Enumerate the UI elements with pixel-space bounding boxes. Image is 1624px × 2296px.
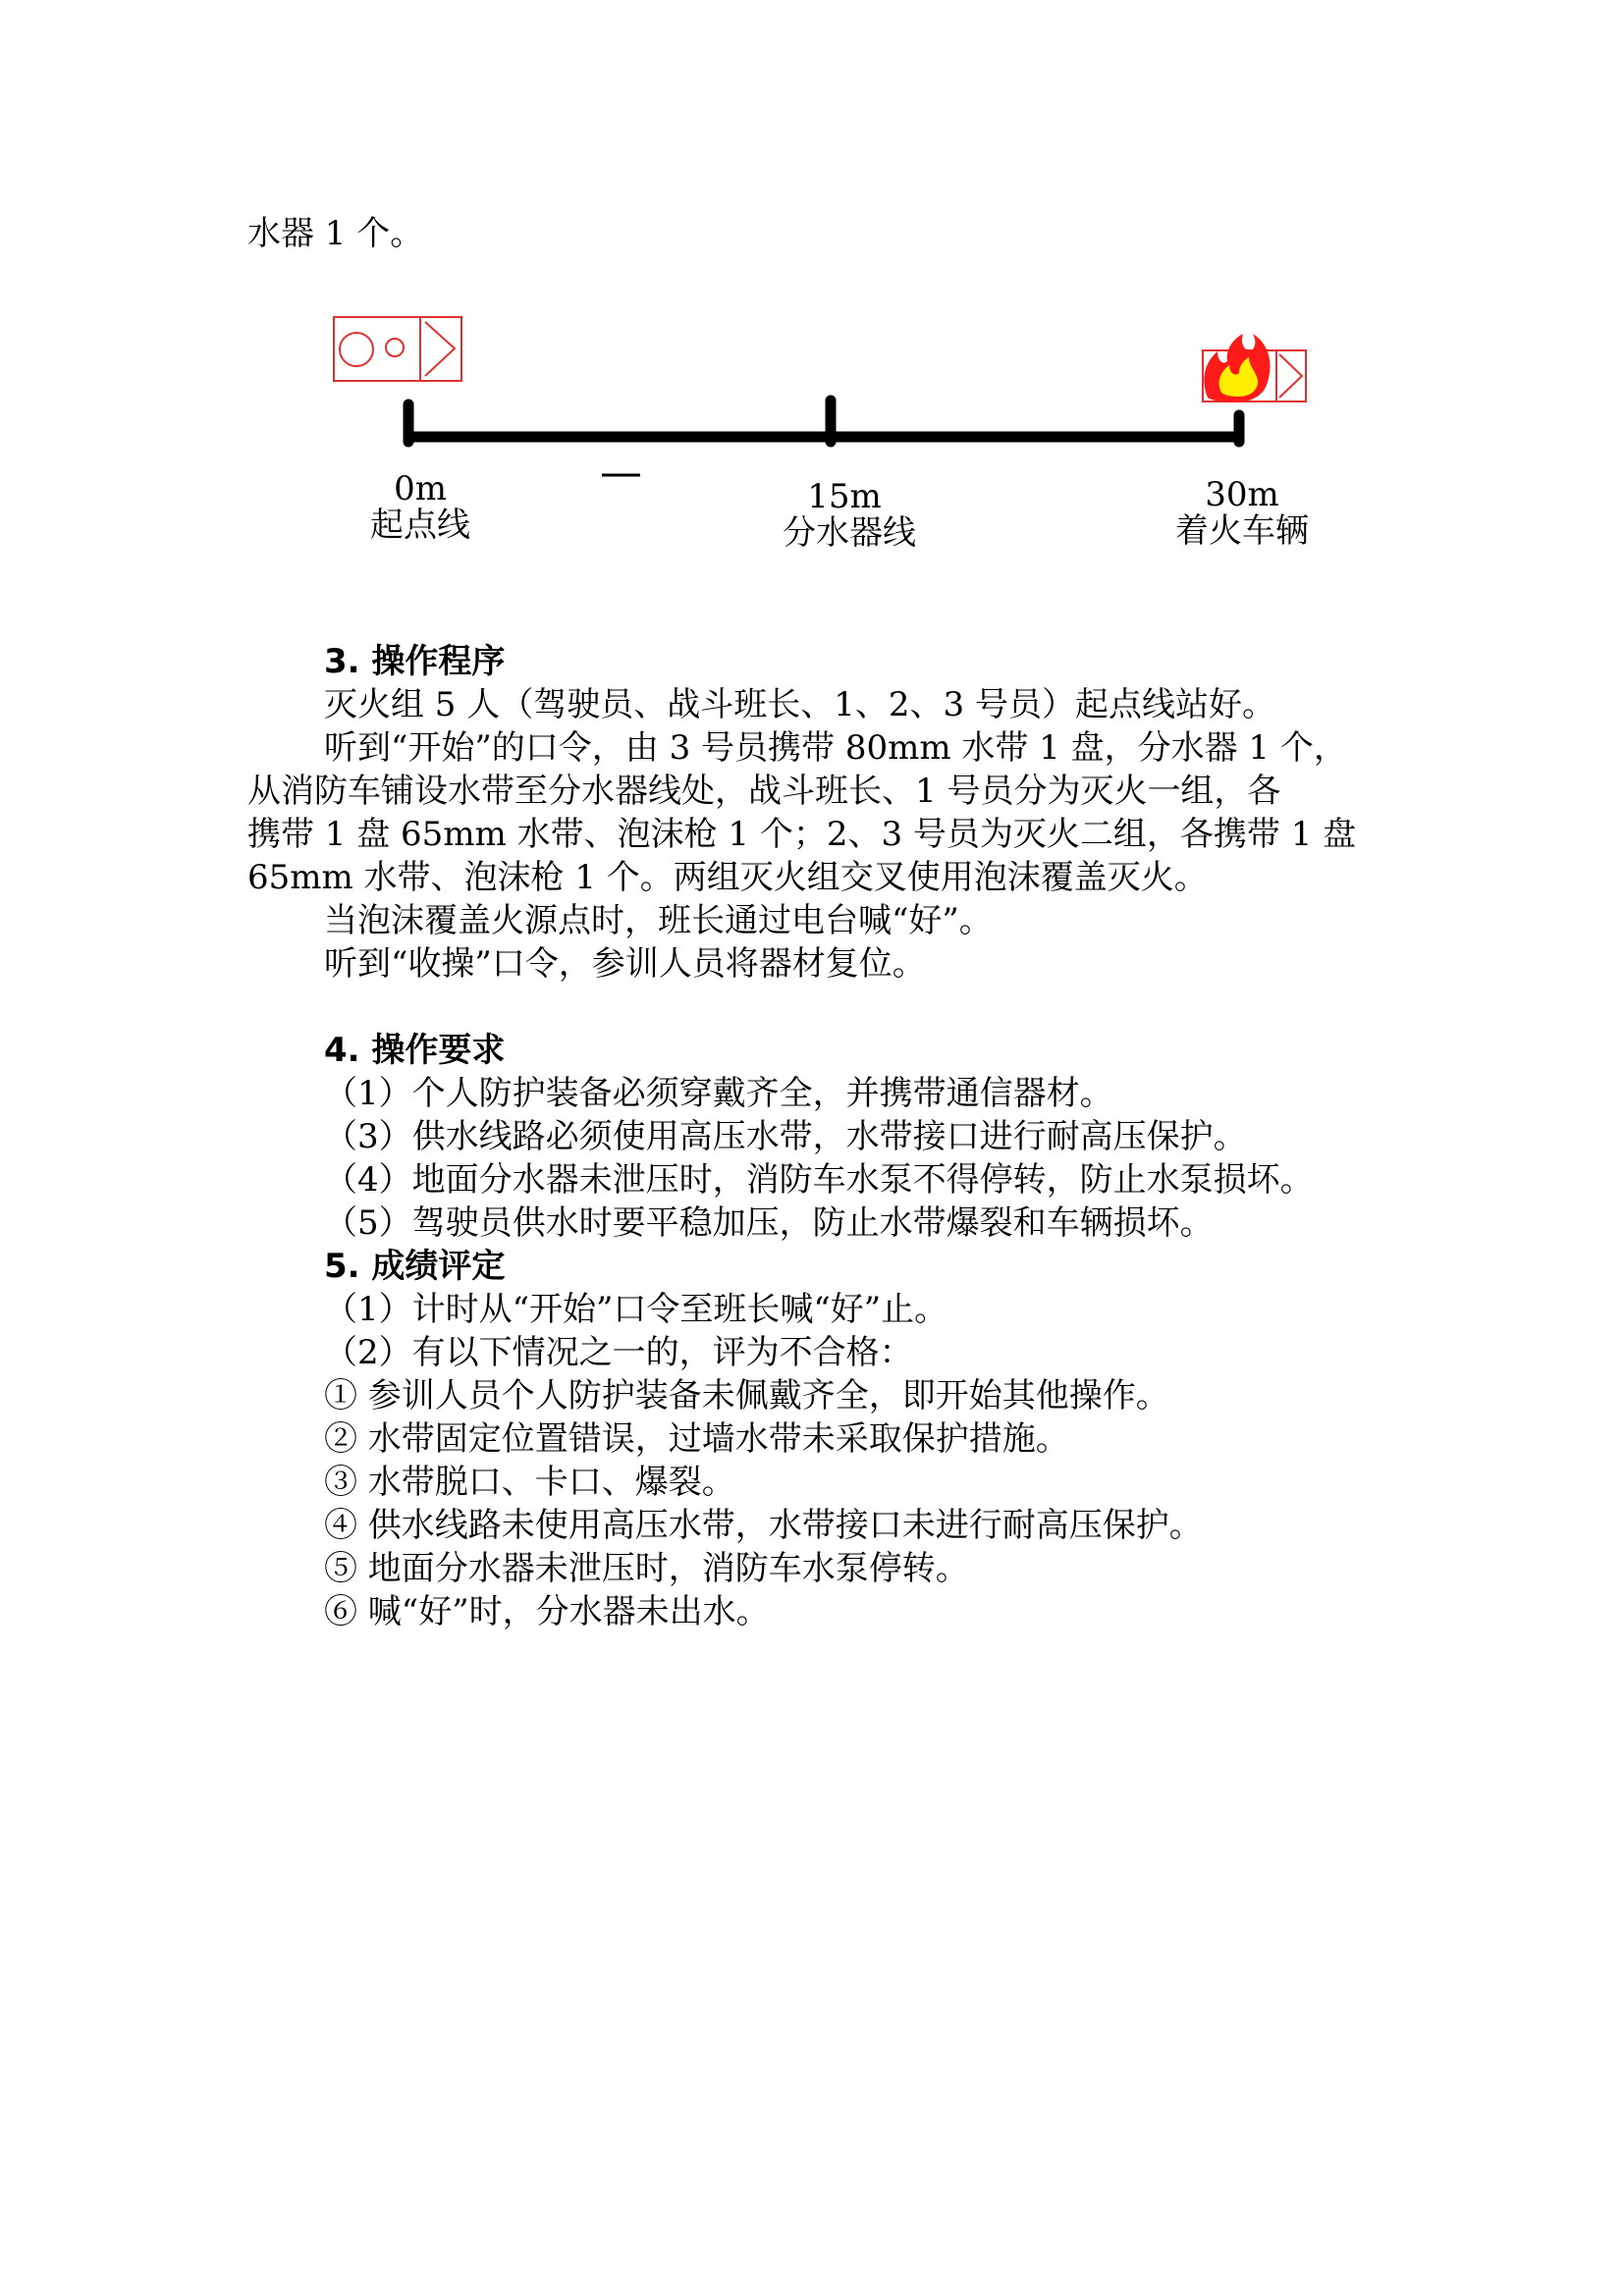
- section-3-line: 听到“收操”口令，参训人员将器材复位。: [324, 944, 926, 984]
- truck-wheel-small: [386, 339, 404, 356]
- section-4-heading: 4. 操作要求: [324, 1031, 506, 1070]
- distance-line: [407, 400, 1239, 475]
- label-splitter-distance: 15m: [807, 477, 882, 516]
- section-5-line: ② 水带固定位置错误，过墙水带未采取保护措施。: [324, 1419, 1069, 1459]
- section-4-line: （1）个人防护装备必须穿戴齐全，并携带通信器材。: [324, 1074, 1113, 1113]
- burning-vehicle-arrow: [1279, 354, 1302, 398]
- section-3-line: 灭火组 5 人（驾驶员、战斗班长、1、2、3 号员）起点线站好。: [324, 685, 1275, 724]
- label-splitter-name: 分水器线: [783, 513, 916, 553]
- section-5-line: ⑥ 喊“好”时，分水器未出水。: [324, 1592, 770, 1631]
- truck-front-arrow: [425, 322, 455, 376]
- section-5-line: （1）计时从“开始”口令至班长喊“好”止。: [324, 1290, 948, 1329]
- section-3-line: 从消防车铺设水带至分水器线处，战斗班长、1 号员分为灭火一组，各: [247, 772, 1281, 811]
- section-3-line: 当泡沫覆盖火源点时，班长通过电台喊“好”。: [324, 901, 993, 940]
- truck-body: [334, 317, 461, 381]
- section-3-heading: 3. 操作程序: [324, 642, 506, 681]
- section-5-line: ③ 水带脱口、卡口、爆裂。: [324, 1463, 735, 1502]
- label-fire-name: 着火车辆: [1175, 511, 1309, 551]
- section-3-line: 携带 1 盘 65mm 水带、泡沫枪 1 个；2、3 号员为灭火二组，各携带 1 盘: [247, 815, 1357, 854]
- section-5-line: ④ 供水线路未使用高压水带，水带接口未进行耐高压保护。: [324, 1506, 1203, 1545]
- section-5-line: ⑤ 地面分水器未泄压时，消防车水泵停转。: [324, 1549, 969, 1588]
- section-5-line: （2）有以下情况之一的，评为不合格：: [324, 1333, 913, 1372]
- section-5-line: ① 参训人员个人防护装备未佩戴齐全，即开始其他操作。: [324, 1376, 1169, 1415]
- label-start-distance: 0m: [394, 469, 447, 508]
- truck-wheel-large: [340, 333, 373, 366]
- section-3-line: 听到“开始”的口令，由 3 号员携带 80mm 水带 1 盘，分水器 1 个，: [324, 728, 1347, 768]
- burning-vehicle-icon: [1203, 334, 1306, 402]
- section-5-heading: 5. 成绩评定: [324, 1247, 506, 1286]
- section-4-line: （4）地面分水器未泄压时，消防车水泵不得停转，防止水泵损坏。: [324, 1160, 1314, 1200]
- fire-truck-icon: [334, 317, 461, 381]
- section-3-line: 65mm 水带、泡沫枪 1 个。两组灭火组交叉使用泡沫覆盖灭火。: [247, 858, 1208, 897]
- label-start-name: 起点线: [370, 506, 470, 545]
- continuation-line: 水器 1 个。: [247, 214, 424, 253]
- section-4-line: （5）驾驶员供水时要平稳加压，防止水带爆裂和车辆损坏。: [324, 1203, 1214, 1243]
- label-fire-distance: 30m: [1205, 475, 1279, 514]
- section-4-line: （3）供水线路必须使用高压水带，水带接口进行耐高压保护。: [324, 1117, 1247, 1156]
